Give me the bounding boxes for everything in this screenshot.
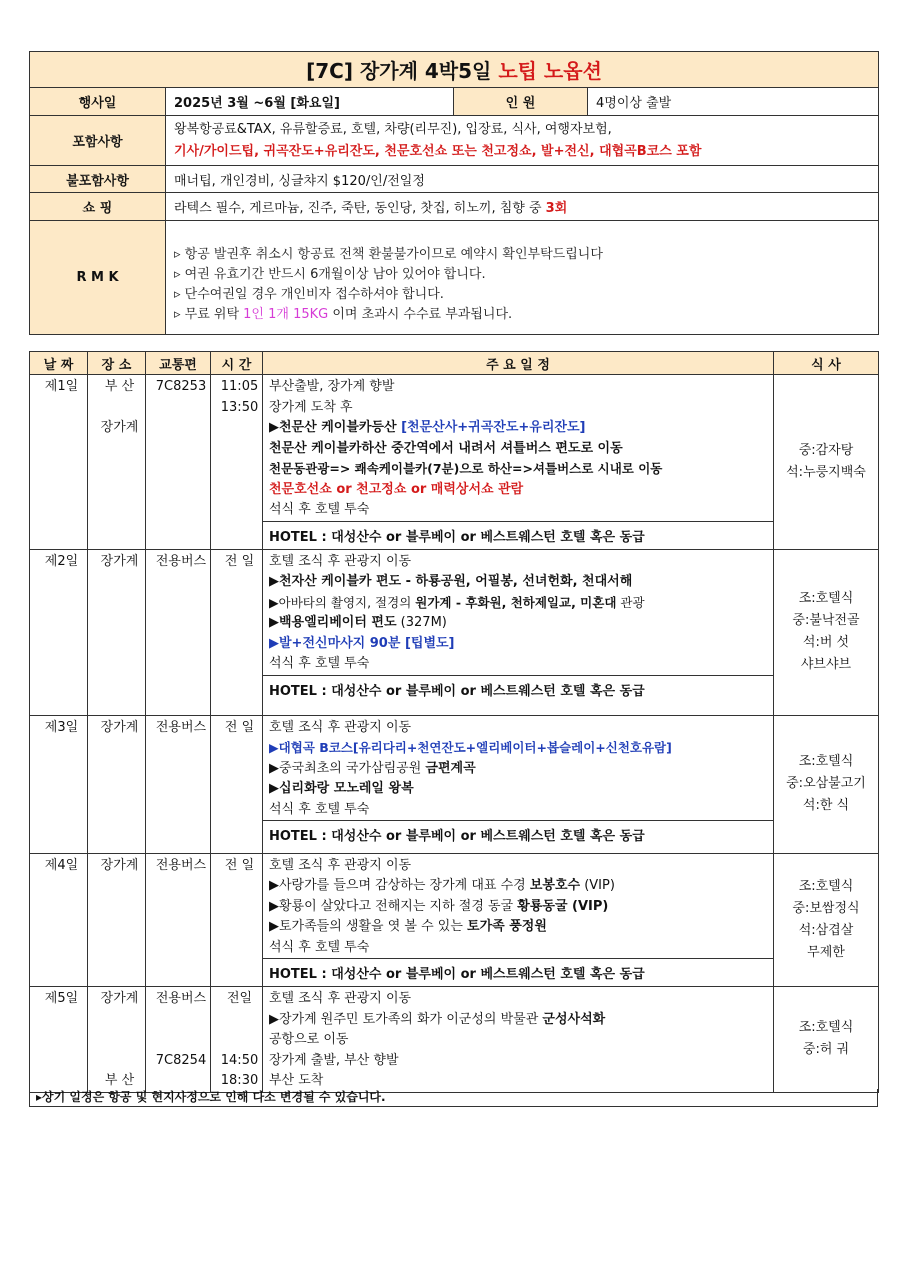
col-transport: 교통편 <box>146 352 211 375</box>
exclude-value: 매너팁, 개인경비, 싱글챠지 $120/인/전일정 <box>166 166 879 193</box>
day2-time: 전 일 <box>211 549 263 715</box>
day4-hotel: HOTEL : 대성산수 or 블루베이 or 베스트웨스턴 호텔 혹은 동급 <box>263 958 773 986</box>
day5-time: 전일 14:50 18:30 <box>211 987 263 1093</box>
day4-meal: 조:호텔식 중:보쌈정식 석:삼겹살 무제한 <box>774 853 879 987</box>
shopping-value: 라텍스 필수, 게르마늄, 진주, 죽탄, 동인당, 찻집, 히노끼, 침향 중 3회 <box>166 193 879 221</box>
day1-transport: 7C8253 <box>146 375 211 550</box>
day3-time: 전 일 <box>211 715 263 853</box>
exclude-label: 불포함사항 <box>30 166 166 193</box>
day1-time: 11:05 13:50 <box>211 375 263 550</box>
date-value: 2025년 3월 ~6월 [화요일] <box>166 88 454 116</box>
shopping-label: 쇼 핑 <box>30 193 166 221</box>
day1-place: 부 산 장가계 <box>88 375 146 550</box>
include-label: 포함사항 <box>30 116 166 166</box>
schedule-table <box>29 351 879 1093</box>
day4-date: 제4일 <box>30 853 88 987</box>
table-row <box>30 853 879 987</box>
people-label: 인 원 <box>454 88 588 116</box>
col-date: 날 짜 <box>30 352 88 375</box>
day1-meal: 중:감자탕 석:누룽지백숙 <box>774 375 879 550</box>
day4-time: 전 일 <box>211 853 263 987</box>
day5-itinerary: 호텔 조식 후 관광지 이동 ▶장가계 원주민 토가족의 화가 이군성의 박물관 군성사석화 공항으로 이동 장가계 출발, 부산 향발 부산 도착 <box>263 987 774 1093</box>
day5-meal: 조:호텔식 중:허 궈 <box>774 987 879 1093</box>
day2-meal: 조:호텔식 중:불낙전골 석:버 섯 샤브샤브 <box>774 549 879 715</box>
day4-place: 장가계 <box>88 853 146 987</box>
day1-itinerary: 부산출발, 장가계 향발 장가계 도착 후 ▶천문산 케이블카등산 [천문산사+귀곡잔도+유리잔도] 천문산 케이블카하산 중간역에서 내려서 셔틀버스 편도로 이동 천문동관광=> 쾌속케이블카(7분)으로 하산=>셔틀버스로 시내로 이동 천문호선쇼 or 천고정쇼 or 매력상서쇼 관람 석식 후 호텔 투숙 HOTEL : 대성산수 or 블루베이 or 베스트웨스턴 호텔 혹은 동급 <box>263 375 774 550</box>
day2-hotel: HOTEL : 대성산수 or 블루베이 or 베스트웨스턴 호텔 혹은 동급 <box>263 675 773 703</box>
day3-itinerary: 호텔 조식 후 관광지 이동 ▶대협곡 B코스[유리다리+천연잔도+엘리베이터+봅슬레이+신천호유람] ▶중국최초의 국가삼림공원 금편계곡 ▶십리화랑 모노레일 왕복 석식 후 호텔 투숙 HOTEL : 대성산수 or 블루베이 or 베스트웨스턴 호텔 혹은 동급 <box>263 715 774 853</box>
info-table <box>29 51 879 335</box>
table-row <box>30 715 879 853</box>
day2-transport: 전용버스 <box>146 549 211 715</box>
include-value: 왕복항공료&TAX, 유류할증료, 호텔, 차량(리무진), 입장료, 식사, 여행자보험, 기사/가이드팁, 귀곡잔도+유리잔도, 천문호선쇼 또는 천고정쇼, 발+전신, 대협곡B코스 포함 <box>166 116 879 166</box>
day4-transport: 전용버스 <box>146 853 211 987</box>
footer-note: ▸상기 일정은 항공 및 현지사정으로 인해 다소 변경될 수 있습니다. <box>29 1089 878 1107</box>
page-title: [7C] 장가계 4박5일 노팁 노옵션 <box>30 52 879 88</box>
col-itinerary: 주 요 일 정 <box>263 352 774 375</box>
day1-date: 제1일 <box>30 375 88 550</box>
date-label: 행사일 <box>30 88 166 116</box>
day2-place: 장가계 <box>88 549 146 715</box>
table-row <box>30 375 879 550</box>
col-time: 시 간 <box>211 352 263 375</box>
day5-transport: 전용버스 7C8254 <box>146 987 211 1093</box>
day5-place: 장가계 부 산 <box>88 987 146 1093</box>
day5-date: 제5일 <box>30 987 88 1093</box>
rmk-label: R M K <box>30 221 166 335</box>
people-value: 4명이상 출발 <box>588 88 879 116</box>
rmk-value: ▹ 항공 발권후 취소시 항공료 전책 환불불가이므로 예약시 확인부탁드립니다 ▹ 여권 유효기간 반드시 6개월이상 남아 있어야 합니다. ▹ 단수여권일 경우 개인비자 접수하셔야 합니다. ▹ 무료 위탁 1인 1개 15KG 이며 초과시 수수료 부과됩니다. <box>166 221 879 335</box>
day3-hotel: HOTEL : 대성산수 or 블루베이 or 베스트웨스턴 호텔 혹은 동급 <box>263 820 773 848</box>
day3-date: 제3일 <box>30 715 88 853</box>
day3-place: 장가계 <box>88 715 146 853</box>
day2-date: 제2일 <box>30 549 88 715</box>
col-place: 장 소 <box>88 352 146 375</box>
table-row <box>30 549 879 715</box>
day2-itinerary: 호텔 조식 후 관광지 이동 ▶천자산 케이블카 편도 - 하룡공원, 어필봉, 선녀헌화, 천대서해 ▶아바타의 촬영지, 절경의 원가계 - 후화원, 천하제일교, 미혼대 관광 ▶백용엘리베이터 편도 (327M) ▶발+전신마사지 90분 [팁별도] 석식 후 호텔 투숙 HOTEL : 대성산수 or 블루베이 or 베스트웨스턴 호텔 혹은 동급 <box>263 549 774 715</box>
table-row <box>30 987 879 1093</box>
day4-itinerary: 호텔 조식 후 관광지 이동 ▶사랑가를 들으며 감상하는 장가계 대표 수경 보봉호수 (VIP) ▶황룡이 살았다고 전해지는 지하 절경 동굴 황룡동굴 (VIP) ▶토가족들의 생활을 엿 볼 수 있는 토가족 풍정원 석식 후 호텔 투숙 HOTEL : 대성산수 or 블루베이 or 베스트웨스턴 호텔 혹은 동급 <box>263 853 774 987</box>
day3-meal: 조:호텔식 중:오삼불고기 석:한 식 <box>774 715 879 853</box>
day3-transport: 전용버스 <box>146 715 211 853</box>
day1-hotel: HOTEL : 대성산수 or 블루베이 or 베스트웨스턴 호텔 혹은 동급 <box>263 521 773 549</box>
col-meal: 식 사 <box>774 352 879 375</box>
